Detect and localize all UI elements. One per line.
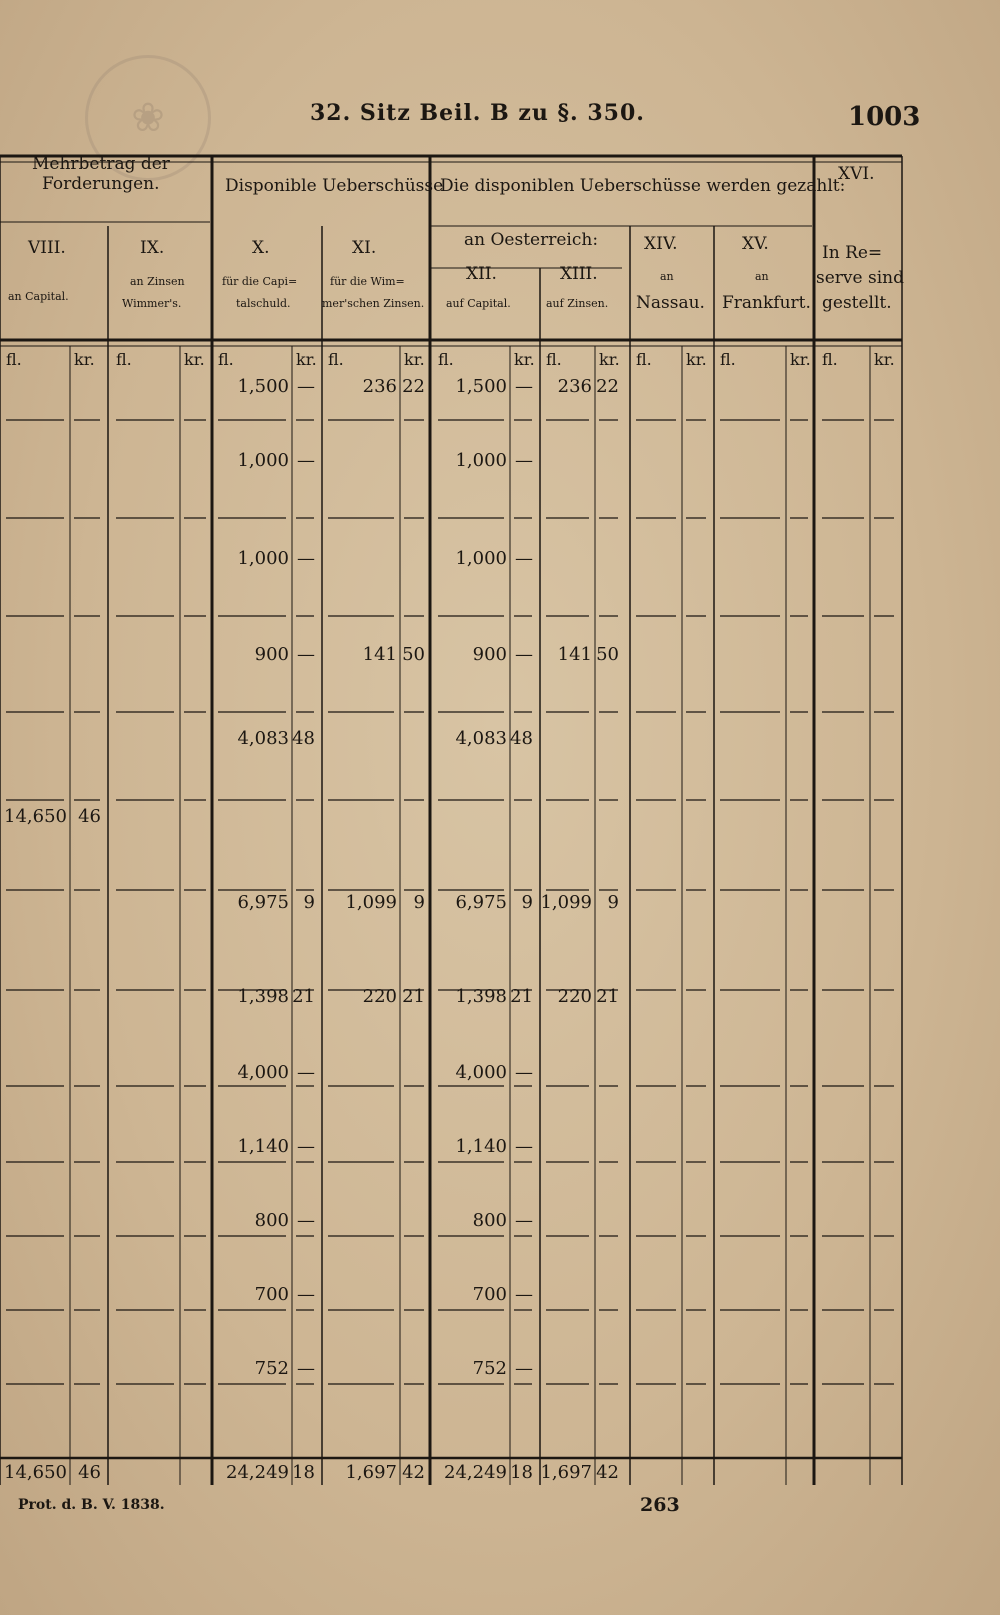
page-number: 1003 bbox=[848, 102, 921, 132]
cell-x-kr: — bbox=[297, 1210, 315, 1231]
total-xi-fl: 1,697 bbox=[345, 1462, 397, 1483]
cell-xiii-kr: 22 bbox=[596, 376, 619, 397]
cell-xii-fl: 752 bbox=[472, 1358, 507, 1379]
unit-kr-xi: kr. bbox=[404, 350, 425, 369]
total-viii-fl: 14,650 bbox=[4, 1462, 67, 1483]
footer-protocol-reference: Prot. d. B. V. 1838. bbox=[18, 1497, 165, 1513]
cell-x-fl: 752 bbox=[254, 1358, 289, 1379]
unit-fl-xiv: fl. bbox=[636, 350, 652, 369]
library-stamp: ❀ bbox=[85, 55, 211, 181]
cell-x-kr: — bbox=[297, 376, 315, 397]
col-xiii-number: XIII. bbox=[560, 264, 598, 284]
total-xii-kr: 18 bbox=[510, 1462, 533, 1483]
total-xiii-fl: 1,697 bbox=[540, 1462, 592, 1483]
total-xiii-kr: 42 bbox=[596, 1462, 619, 1483]
unit-fl-x: fl. bbox=[218, 350, 234, 369]
cell-xii-kr: 9 bbox=[521, 892, 533, 913]
cell-x-fl: 700 bbox=[254, 1284, 289, 1305]
cell-xiii-fl: 141 bbox=[557, 644, 592, 665]
cell-x-kr: — bbox=[297, 1358, 315, 1379]
col-xiv-label-2: Nassau. bbox=[636, 293, 705, 313]
unit-kr-x: kr. bbox=[296, 350, 317, 369]
col-xvi-label-1: In Re= bbox=[822, 243, 883, 263]
col-xii-label: auf Capital. bbox=[446, 297, 511, 310]
cell-xii-fl: 800 bbox=[472, 1210, 507, 1231]
cell-xii-kr: 21 bbox=[510, 986, 533, 1007]
col-xv-label-2: Frankfurt. bbox=[722, 293, 811, 313]
cell-x-kr: — bbox=[297, 1284, 315, 1305]
cell-xii-kr: — bbox=[515, 1062, 533, 1083]
cell-x-fl: 1,398 bbox=[237, 986, 289, 1007]
cell-xii-fl: 1,140 bbox=[455, 1136, 507, 1157]
col-xiv-label-1: an bbox=[660, 270, 674, 283]
col-xvi-label-3: gestellt. bbox=[822, 293, 892, 313]
unit-kr-xiv: kr. bbox=[686, 350, 707, 369]
cell-xiii-kr: 9 bbox=[607, 892, 619, 913]
cell-xi-kr: 22 bbox=[402, 376, 425, 397]
unit-kr-xvi: kr. bbox=[874, 350, 895, 369]
cell-xii-kr: — bbox=[515, 1210, 533, 1231]
ledger-table bbox=[0, 150, 1000, 1490]
cell-xii-fl: 700 bbox=[472, 1284, 507, 1305]
cell-xii-fl: 6,975 bbox=[455, 892, 507, 913]
col-xv-label-1: an bbox=[755, 270, 769, 283]
cell-xi-fl: 220 bbox=[362, 986, 397, 1007]
col-xiv-number: XIV. bbox=[644, 234, 678, 254]
total-x-kr: 18 bbox=[292, 1462, 315, 1483]
unit-fl-viii: fl. bbox=[6, 350, 22, 369]
footer-signature-mark: 263 bbox=[640, 1494, 680, 1516]
col-xv-number: XV. bbox=[742, 234, 769, 254]
unit-kr-xii: kr. bbox=[514, 350, 535, 369]
col-viii-number: VIII. bbox=[28, 238, 66, 258]
unit-fl-xvi: fl. bbox=[822, 350, 838, 369]
unit-fl-xiii: fl. bbox=[546, 350, 562, 369]
header-mehrbetrag-1: Mehrbetrag der Forderungen. bbox=[32, 154, 170, 194]
cell-viii-kr: 46 bbox=[78, 806, 101, 827]
cell-xiii-fl: 1,099 bbox=[540, 892, 592, 913]
cell-xii-fl: 900 bbox=[472, 644, 507, 665]
total-x-fl: 24,249 bbox=[226, 1462, 289, 1483]
cell-x-fl: 1,500 bbox=[237, 376, 289, 397]
cell-xi-kr: 9 bbox=[413, 892, 425, 913]
cell-viii-fl: 14,650 bbox=[4, 806, 67, 827]
cell-x-fl: 1,000 bbox=[237, 548, 289, 569]
cell-x-fl: 4,083 bbox=[237, 728, 289, 749]
unit-kr-ix: kr. bbox=[184, 350, 205, 369]
cell-xii-kr: — bbox=[515, 1284, 533, 1305]
cell-xii-kr: — bbox=[515, 644, 533, 665]
total-xi-kr: 42 bbox=[402, 1462, 425, 1483]
unit-kr-viii: kr. bbox=[74, 350, 95, 369]
cell-x-fl: 1,140 bbox=[237, 1136, 289, 1157]
col-x-number: X. bbox=[252, 238, 270, 258]
cell-xiii-kr: 50 bbox=[596, 644, 619, 665]
cell-x-kr: 9 bbox=[303, 892, 315, 913]
running-title: 32. Sitz Beil. B zu §. 350. bbox=[310, 100, 645, 126]
cell-xii-fl: 1,000 bbox=[455, 548, 507, 569]
cell-xiii-kr: 21 bbox=[596, 986, 619, 1007]
cell-xii-fl: 4,000 bbox=[455, 1062, 507, 1083]
cell-x-fl: 800 bbox=[254, 1210, 289, 1231]
cell-x-kr: — bbox=[297, 1062, 315, 1083]
cell-xiii-fl: 220 bbox=[557, 986, 592, 1007]
header-disponible: Disponible Ueberschüsse bbox=[225, 176, 444, 196]
col-xi-number: XI. bbox=[352, 238, 377, 258]
cell-xii-kr: 48 bbox=[510, 728, 533, 749]
cell-xii-fl: 4,083 bbox=[455, 728, 507, 749]
col-ix-number: IX. bbox=[140, 238, 165, 258]
cell-xii-fl: 1,398 bbox=[455, 986, 507, 1007]
cell-x-fl: 1,000 bbox=[237, 450, 289, 471]
cell-x-fl: 900 bbox=[254, 644, 289, 665]
cell-xi-kr: 21 bbox=[402, 986, 425, 1007]
unit-fl-ix: fl. bbox=[116, 350, 132, 369]
cell-x-kr: — bbox=[297, 644, 315, 665]
cell-xii-kr: — bbox=[515, 1136, 533, 1157]
header-gezahlt: Die disponiblen Ueberschüsse werden gezahlt: bbox=[440, 176, 846, 196]
header-oesterreich: an Oesterreich: bbox=[464, 230, 599, 250]
cell-xii-kr: — bbox=[515, 548, 533, 569]
col-ix-label-1: an Zinsen bbox=[130, 275, 185, 288]
col-xvi-label-2: serve sind bbox=[816, 268, 904, 288]
cell-xi-fl: 1,099 bbox=[345, 892, 397, 913]
col-xii-number: XII. bbox=[466, 264, 497, 284]
col-xvi-number: XVI. bbox=[838, 164, 875, 184]
cell-x-fl: 4,000 bbox=[237, 1062, 289, 1083]
cell-x-kr: 48 bbox=[292, 728, 315, 749]
cell-xiii-fl: 236 bbox=[557, 376, 592, 397]
unit-kr-xv: kr. bbox=[790, 350, 811, 369]
col-xi-label-2: mer'schen Zinsen. bbox=[322, 297, 425, 310]
cell-x-kr: — bbox=[297, 1136, 315, 1157]
unit-fl-xi: fl. bbox=[328, 350, 344, 369]
col-viii-label: an Capital. bbox=[8, 290, 69, 303]
col-xi-label-1: für die Wim= bbox=[330, 275, 405, 288]
col-x-label-2: talschuld. bbox=[236, 297, 291, 310]
cell-xii-fl: 1,500 bbox=[455, 376, 507, 397]
unit-fl-xii: fl. bbox=[438, 350, 454, 369]
cell-xii-kr: — bbox=[515, 376, 533, 397]
unit-fl-xv: fl. bbox=[720, 350, 736, 369]
cell-xi-fl: 141 bbox=[362, 644, 397, 665]
col-ix-label-2: Wimmer's. bbox=[122, 297, 182, 310]
col-x-label-1: für die Capi= bbox=[222, 275, 298, 288]
cell-xii-fl: 1,000 bbox=[455, 450, 507, 471]
total-xii-fl: 24,249 bbox=[444, 1462, 507, 1483]
cell-xi-fl: 236 bbox=[362, 376, 397, 397]
col-xiii-label: auf Zinsen. bbox=[546, 297, 609, 310]
cell-xii-kr: — bbox=[515, 1358, 533, 1379]
cell-x-kr: — bbox=[297, 450, 315, 471]
unit-kr-xiii: kr. bbox=[599, 350, 620, 369]
cell-x-kr: — bbox=[297, 548, 315, 569]
total-viii-kr: 46 bbox=[78, 1462, 101, 1483]
cell-xi-kr: 50 bbox=[402, 644, 425, 665]
cell-x-kr: 21 bbox=[292, 986, 315, 1007]
cell-xii-kr: — bbox=[515, 450, 533, 471]
cell-x-fl: 6,975 bbox=[237, 892, 289, 913]
